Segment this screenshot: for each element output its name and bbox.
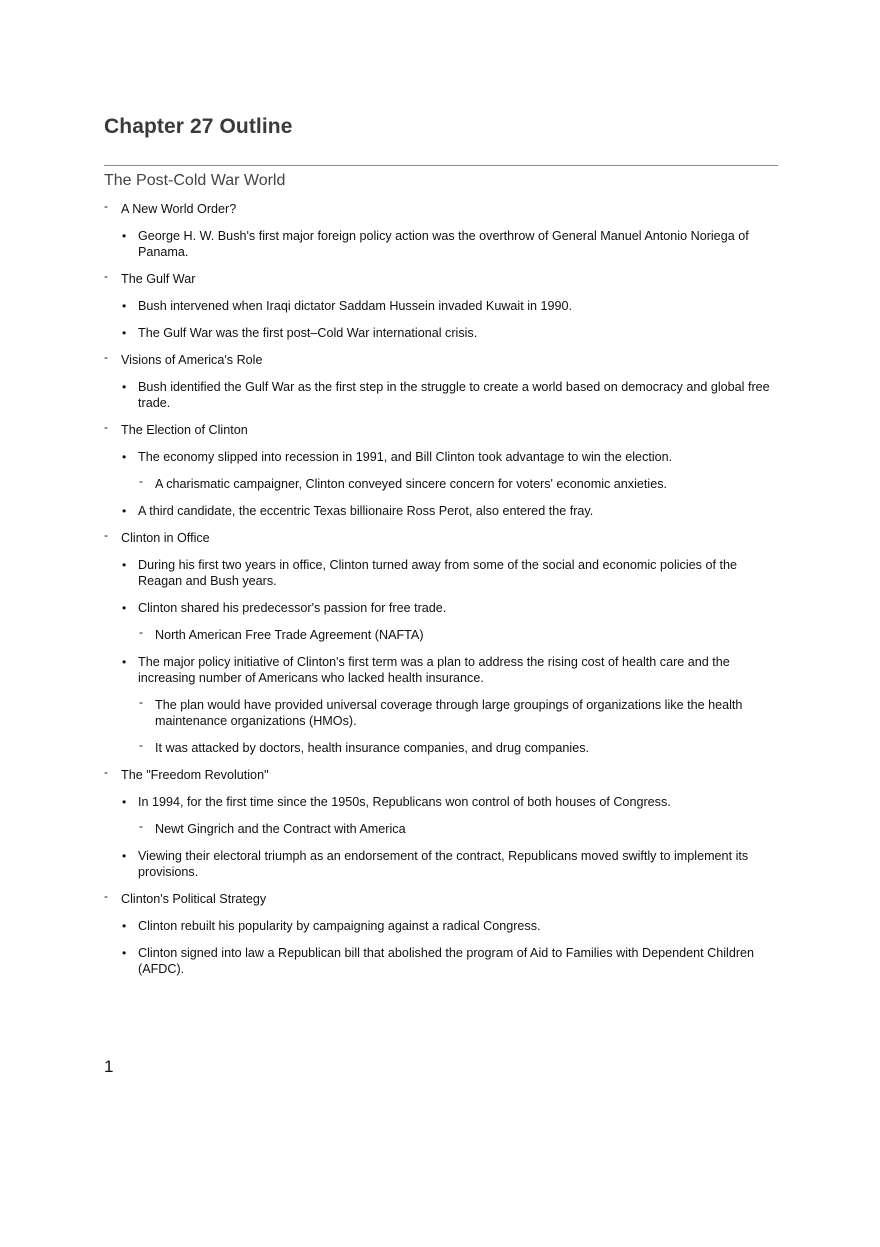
dash-marker: - xyxy=(139,695,143,709)
outline-subpoint xyxy=(104,627,778,643)
bullet-marker: • xyxy=(122,601,127,615)
outline-item-text: A New World Order? xyxy=(121,202,237,216)
outline-bullet xyxy=(104,918,778,934)
section-title: The Post-Cold War World xyxy=(104,172,286,189)
dash-marker: - xyxy=(139,474,143,488)
outline-item-text: Bush intervened when Iraqi dictator Saddam Hussein invaded Kuwait in 1990. xyxy=(138,299,573,313)
outline-item-text: The "Freedom Revolution" xyxy=(121,768,269,782)
dash-marker: - xyxy=(104,528,108,542)
outline-subpoint xyxy=(104,697,778,729)
outline-heading xyxy=(104,767,778,783)
outline-bullet xyxy=(104,379,778,411)
outline-bullet xyxy=(104,503,778,519)
bullet-marker: • xyxy=(122,450,127,464)
outline-bullet xyxy=(104,449,778,465)
bullet-marker: • xyxy=(122,558,127,572)
outline-item-text: A third candidate, the eccentric Texas billionaire Ross Perot, also entered the fray. xyxy=(138,504,594,518)
outline-item-text: The plan would have provided universal coverage through large groupings of organizations like the health maintenance organizations (HMOs). xyxy=(155,698,743,728)
outline-bullet xyxy=(104,325,778,341)
outline-list xyxy=(104,201,778,988)
outline-item-text: Clinton in Office xyxy=(121,531,210,545)
outline-item-text: During his first two years in office, Clinton turned away from some of the social and economic policies of the Reagan and Bush years. xyxy=(138,558,737,588)
outline-bullet xyxy=(104,298,778,314)
outline-item-text: It was attacked by doctors, health insurance companies, and drug companies. xyxy=(155,741,590,755)
dash-marker: - xyxy=(104,889,108,903)
outline-subpoint xyxy=(104,821,778,837)
outline-item-text: North American Free Trade Agreement (NAFTA) xyxy=(155,628,424,642)
bullet-marker: • xyxy=(122,229,127,243)
outline-bullet xyxy=(104,557,778,589)
dash-marker: - xyxy=(104,199,108,213)
page-number: 1 xyxy=(104,1057,114,1076)
dash-marker: - xyxy=(104,350,108,364)
outline-bullet xyxy=(104,794,778,810)
outline-item-text: In 1994, for the first time since the 1950s, Republicans won control of both houses of Congress. xyxy=(138,795,671,809)
bullet-marker: • xyxy=(122,655,127,669)
outline-item-text: Newt Gingrich and the Contract with America xyxy=(155,822,406,836)
bullet-marker: • xyxy=(122,919,127,933)
outline-subpoint xyxy=(104,740,778,756)
outline-item-text: Clinton rebuilt his popularity by campaigning against a radical Congress. xyxy=(138,919,541,933)
outline-heading xyxy=(104,352,778,368)
outline-item-text: The economy slipped into recession in 1991, and Bill Clinton took advantage to win the election. xyxy=(138,450,673,464)
outline-heading xyxy=(104,891,778,907)
bullet-marker: • xyxy=(122,946,127,960)
outline-heading xyxy=(104,201,778,217)
outline-item-text: Visions of America's Role xyxy=(121,353,263,367)
outline-bullet xyxy=(104,848,778,880)
outline-heading xyxy=(104,422,778,438)
outline-bullet xyxy=(104,945,778,977)
page-title: Chapter 27 Outline xyxy=(104,115,293,138)
dash-marker: - xyxy=(139,738,143,752)
dash-marker: - xyxy=(139,819,143,833)
outline-item-text: Clinton shared his predecessor's passion for free trade. xyxy=(138,601,447,615)
title-divider xyxy=(104,165,778,166)
outline-item-text: Clinton's Political Strategy xyxy=(121,892,267,906)
bullet-marker: • xyxy=(122,849,127,863)
dash-marker: - xyxy=(104,420,108,434)
dash-marker: - xyxy=(139,625,143,639)
outline-bullet xyxy=(104,228,778,260)
outline-item-text: Clinton signed into law a Republican bill that abolished the program of Aid to Families with Dependent Children (AFDC). xyxy=(138,946,755,976)
outline-item-text: Bush identified the Gulf War as the first step in the struggle to create a world based on democracy and global free trade. xyxy=(138,380,770,410)
outline-item-text: The major policy initiative of Clinton's first term was a plan to address the rising cost of health care and the increasing number of Americans who lacked health insurance. xyxy=(138,655,730,685)
outline-heading xyxy=(104,271,778,287)
outline-item-text: The Election of Clinton xyxy=(121,423,248,437)
bullet-marker: • xyxy=(122,380,127,394)
outline-heading xyxy=(104,530,778,546)
outline-subpoint xyxy=(104,476,778,492)
bullet-marker: • xyxy=(122,299,127,313)
bullet-marker: • xyxy=(122,795,127,809)
outline-item-text: A charismatic campaigner, Clinton conveyed sincere concern for voters' economic anxieties. xyxy=(155,477,667,491)
bullet-marker: • xyxy=(122,504,127,518)
outline-item-text: George H. W. Bush's first major foreign policy action was the overthrow of General Manuel Antonio Noriega of Panama. xyxy=(138,229,749,259)
outline-item-text: Viewing their electoral triumph as an endorsement of the contract, Republicans moved swiftly to implement its provisions. xyxy=(138,849,749,879)
dash-marker: - xyxy=(104,269,108,283)
outline-bullet xyxy=(104,654,778,686)
dash-marker: - xyxy=(104,765,108,779)
outline-item-text: The Gulf War xyxy=(121,272,196,286)
bullet-marker: • xyxy=(122,326,127,340)
outline-item-text: The Gulf War was the first post–Cold War international crisis. xyxy=(138,326,478,340)
outline-bullet xyxy=(104,600,778,616)
